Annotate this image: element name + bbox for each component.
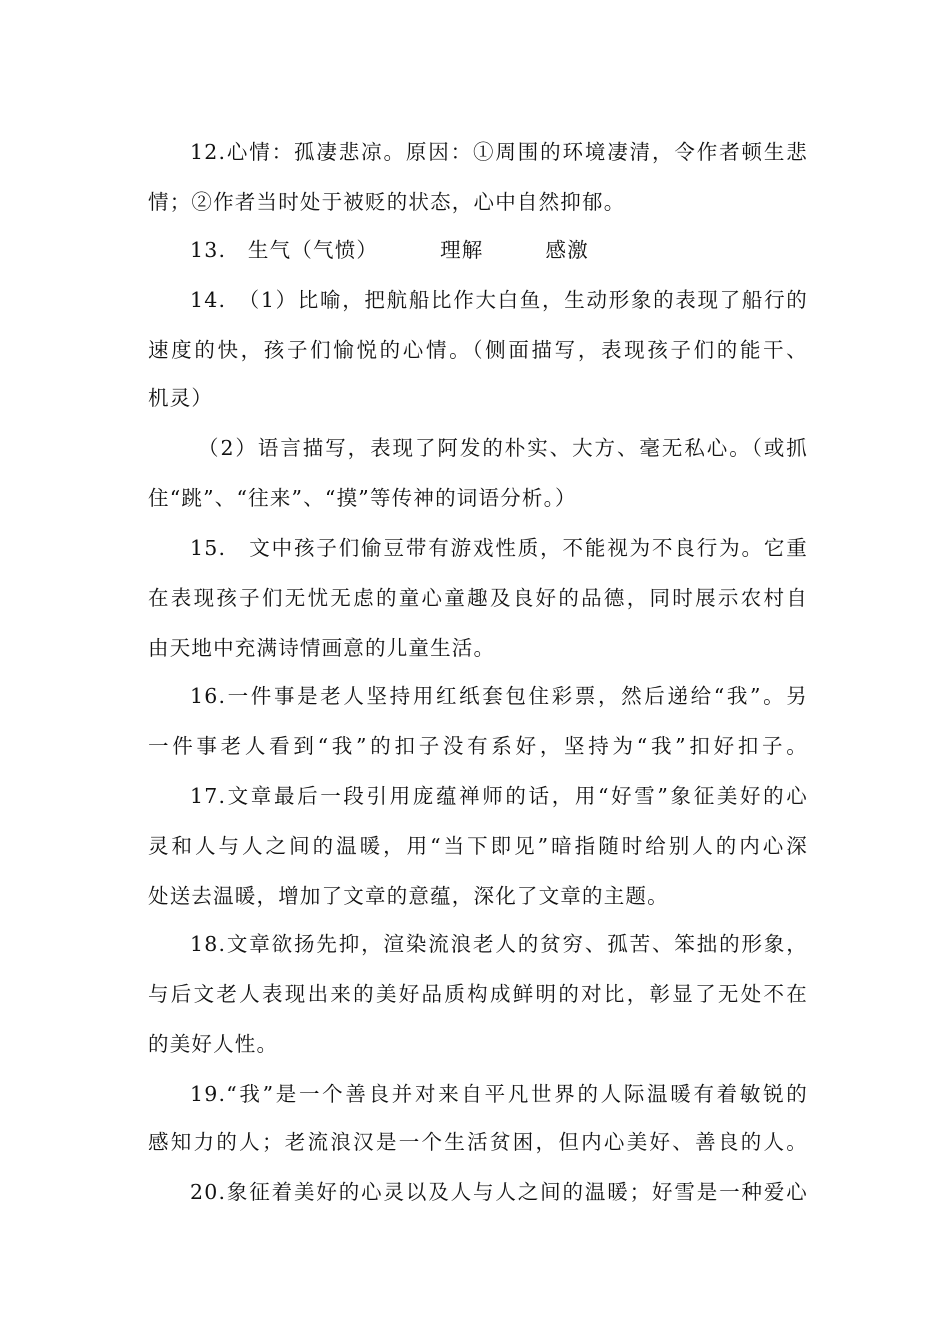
answer-17-line-3: 处送去温暖，增加了文章的意蕴，深化了文章的主题。 [148,884,669,908]
answer-13-part-2: 理解 [440,238,484,262]
answer-16-line-1: 16.一件事是老人坚持用红纸套包住彩票，然后递给“我”。另 [190,684,808,708]
answer-14-line-5: 住“跳”、“往来”、“摸”等传神的词语分析。） [148,486,577,510]
answer-16-line-2: 一件事老人看到“我”的扣子没有系好，坚持为“我”扣好扣子。 [148,734,808,758]
answer-14-line-3: 机灵） [148,386,214,410]
answer-17-line-2: 灵和人与人之间的温暖，用“当下即见”暗指随时给别人的内心深 [148,834,808,858]
answer-15-line-2: 在表现孩子们无忧无虑的童心童趣及良好的品德，同时展示农村自 [148,586,808,610]
answer-18-line-2: 与后文老人表现出来的美好品质构成鲜明的对比，彰显了无处不在 [148,982,808,1006]
answer-20-line-1: 20.象征着美好的心灵以及人与人之间的温暖；好雪是一种爱心 [190,1180,808,1204]
answer-18-line-1: 18.文章欲扬先抑，渲染流浪老人的贫穷、孤苦、笨拙的形象， [190,932,808,956]
answer-15-line-1: 15. 文中孩子们偷豆带有游戏性质，不能视为不良行为。它重 [190,536,808,560]
answer-17-line-1: 17.文章最后一段引用庞蕴禅师的话，用“好雪”象征美好的心 [190,784,808,808]
answer-13-part-3: 感激 [545,238,589,262]
answer-13-line [148,235,808,265]
answer-13-part-1: 13. 生气（气愤） [190,238,379,262]
answer-14-line-1: 14. （1）比喻，把航船比作大白鱼，生动形象的表现了船行的 [190,288,808,312]
answer-18-line-3: 的美好人性。 [148,1032,279,1056]
answer-15-line-3: 由天地中充满诗情画意的儿童生活。 [148,636,496,660]
answer-19-line-2: 感知力的人；老流浪汉是一个生活贫困，但内心美好、善良的人。 [148,1130,808,1154]
answer-12-line-2: 情；②作者当时处于被贬的状态，心中自然抑郁。 [148,190,626,214]
answer-19-line-1: 19.“我”是一个善良并对来自平凡世界的人际温暖有着敏锐的 [190,1082,808,1106]
answer-14-line-4: （2）语言描写，表现了阿发的朴实、大方、毫无私心。（或抓 [198,436,808,460]
answer-14-line-2: 速度的快，孩子们愉悦的心情。（侧面描写，表现孩子们的能干、 [148,338,808,362]
answer-12-line-1: 12.心情：孤凄悲凉。原因：①周围的环境凄清，令作者顿生悲 [190,140,808,164]
